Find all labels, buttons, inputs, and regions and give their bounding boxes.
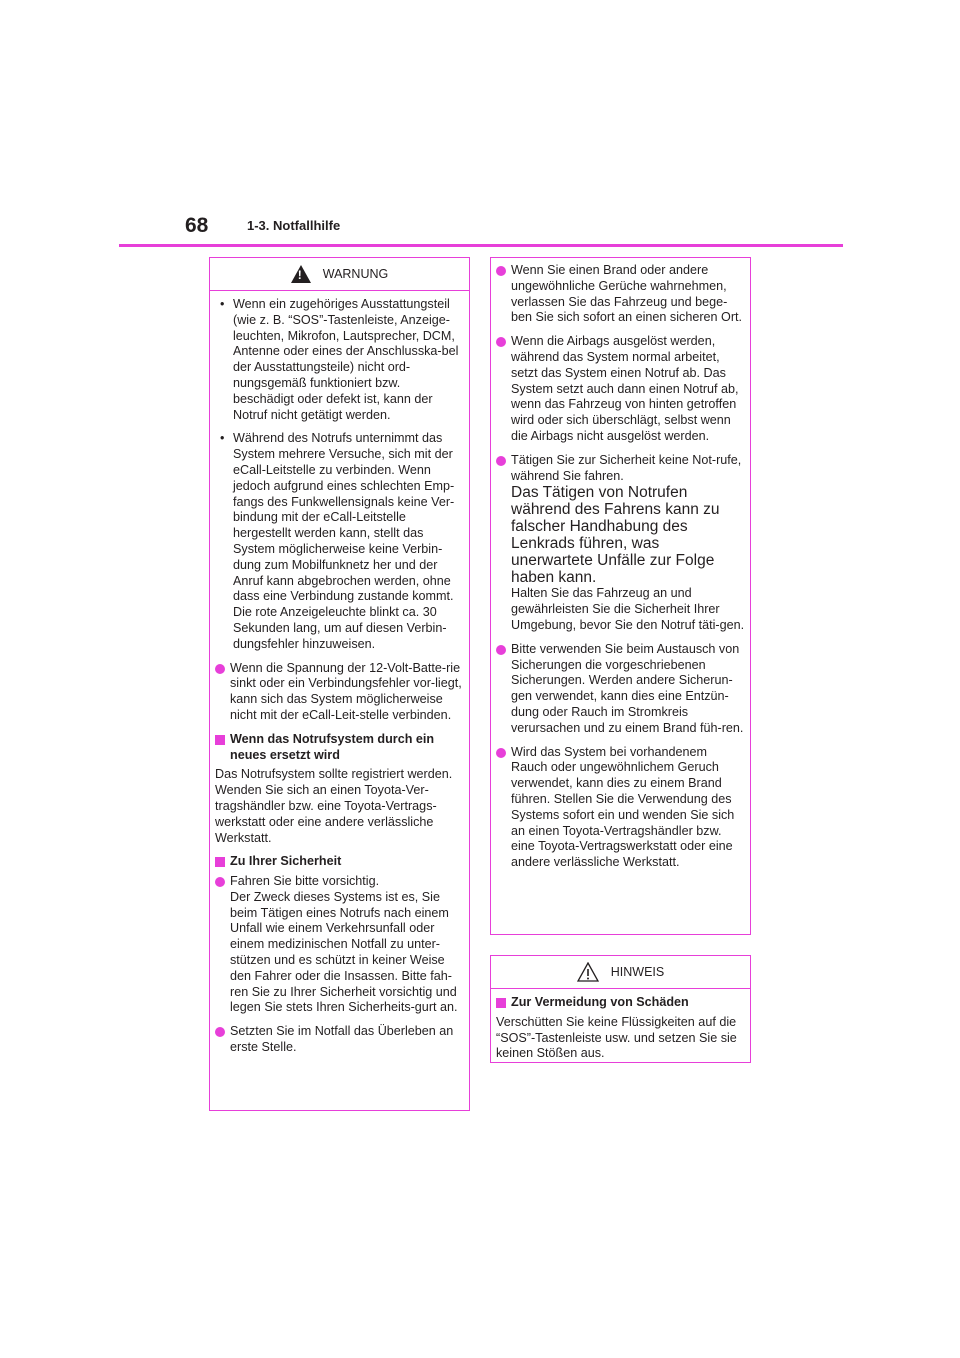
header-rule <box>119 244 843 247</box>
hint-title: HINWEIS <box>610 965 665 979</box>
warning-triangle-icon <box>291 265 311 283</box>
warning-title: WARNUNG <box>322 267 389 281</box>
page-number: 68 <box>185 214 209 237</box>
hint-heading: Zur Vermeidung von Schäden <box>496 995 745 1011</box>
hint-text: Verschütten Sie keine Flüssigkeiten auf die “SOS”-Tastenleiste usw. und setzen Sie sie keinen Stößen aus. <box>496 1014 737 1061</box>
hint-header <box>491 956 750 989</box>
warning-item-driving-text: Halten Sie das Fahrzeug an und gewährleisten Sie die Sicherheit Ihrer Umgebung, bevor Sie den Notruf täti-gen. <box>511 586 745 632</box>
warning-continued-box <box>490 257 751 935</box>
safety-item-drive-carefully <box>215 874 464 1016</box>
warning-item-voltage: Wenn die Spannung der 12-Volt-Batte-rie sinkt oder ein Verbindungsfehler vor-liegt, kann sich das System möglicherweise nicht mit der eCall-Leit-stelle verbinden. <box>215 661 464 724</box>
safety-heading: Zu Ihrer Sicherheit <box>215 854 464 870</box>
warning-item-connection: • Während des Notrufs unternimmt das System mehrere Versuche, sich mit der eCall-Leitstelle zu verbinden. Wenn jedoch aufgrund eines schlechten Emp-fangs des Funkwellensignals keine Ver-bindung mit der eCall-Leitstelle hergestellt werden kann, stellt das System möglicherweise keine Verbin-dung zum Mobilfunknetz her und der Anruf kann abgebrochen werden, ohne dass eine Verbindung zustande kommt. Die rote Anzeigeleuchte blinkt ca. 30 Sekunden lang, um auf diesen Verbin-dungsfehler hinzuweisen. <box>215 431 464 652</box>
hint-body <box>491 989 750 1062</box>
replace-heading: Wenn das Notrufsystem durch ein neues ersetzt wird <box>215 732 464 764</box>
warning-item-driving-emphasis: Das Tätigen von Notrufen während des Fahrens kann zu falscher Handhabung des Lenkrads führen, was unerwartete Unfälle zur Folge haben kann. <box>511 484 720 587</box>
warning-item-fuses: Bitte verwenden Sie beim Austausch von Sicherungen die vorgeschriebenen Sicherungen. Werden andere Sicherun-gen verwendet, kann dies eine Entzün-dung oder Rauch im Stromkreis verursachen und zu einem Brand füh-ren. <box>496 642 745 737</box>
safety-item-survival: Setzten Sie im Notfall das Überleben an erste Stelle. <box>215 1024 464 1056</box>
warning-item-airbag: Wenn die Airbags ausgelöst werden, während das System normal arbeitet, setzt das System einen Notruf ab. Das System setzt auch dann einen Notruf ab, wenn das Fahrzeug von hinten getroffen wird oder sich überschlägt, selbst wenn die Airbags nicht ausgelöst werden. <box>496 334 745 445</box>
hint-box <box>490 955 751 1063</box>
safety-item-drive-carefully-text: Der Zweck dieses Systems ist es, Sie beim Tätigen eines Notrufs nach einem Unfall wie einem Verkehrsunfall oder einem medizinischen Notfall zu unter-stützen und es schützt in keiner Weise den Fahrer oder die Insassen. Bitte fah-ren Sie zu Ihrer Sicherheit vorsichtig und legen Sie stets Ihren Sicherheits-gurt an. <box>230 889 458 1015</box>
warning-body <box>210 291 469 1056</box>
warning-continued-body <box>491 258 750 871</box>
warning-item-driving <box>496 453 745 634</box>
warning-box <box>209 257 470 1111</box>
warning-item-smoke: Wird das System bei vorhandenem Rauch oder ungewöhnlichem Geruch verwendet, kann dies zu einem Brand führen. Stellen Sie die Verwendung des Systems sofort ein und wenden Sie sich an einen Toyota-Vertragshändler bzw. eine Toyota-Vertragswerkstatt oder eine andere verlässliche Werkstatt. <box>496 745 745 871</box>
warning-item-fire: Wenn Sie einen Brand oder andere ungewöhnliche Gerüche wahrnehmen, verlassen Sie das Fahrzeug und bege-ben Sie sich sofort an einen sicheren Ort. <box>496 263 745 326</box>
section-title: 1-3. Notfallhilfe <box>247 218 341 233</box>
warning-item-accessory: • Wenn ein zugehöriges Ausstattungsteil (wie z. B. “SOS”-Tastenleiste, Anzeige-leuchten, Mikrofon, Lautsprecher, DCM, Antenne oder eines der Anschlusska-bel der Ausstattungsteile) nicht ord-nungsgemäß funktioniert bzw. beschädigt oder defekt ist, kann der Notruf nicht getätigt werden. <box>215 297 464 423</box>
safety-item-drive-carefully-line: Fahren Sie bitte vorsichtig. <box>230 874 380 889</box>
warning-header <box>210 258 469 291</box>
replace-text: Das Notrufsystem sollte registriert werden. Wenden Sie sich an einen Toyota-Ver-tragshändler bzw. eine Toyota-Vertrags-werkstatt oder eine andere verlässliche Werkstatt. <box>215 767 453 845</box>
caution-triangle-outline-icon <box>577 962 599 982</box>
warning-item-driving-line: Tätigen Sie zur Sicherheit keine Not-rufe, während Sie fahren. <box>511 452 742 483</box>
